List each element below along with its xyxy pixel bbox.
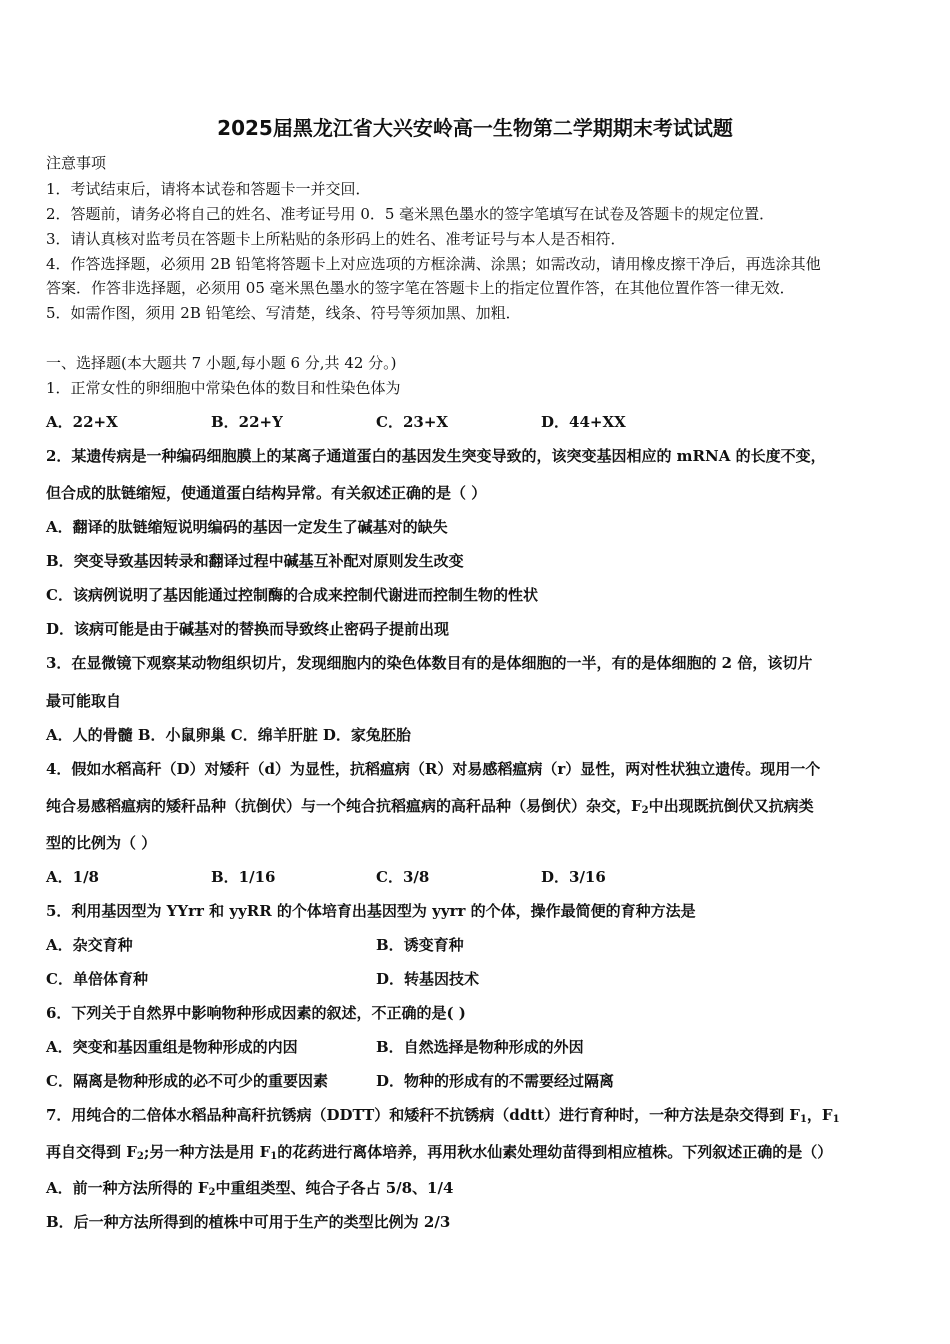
page-title: 2025届黑龙江省大兴安岭高一生物第二学期期末考试试题 — [217, 116, 733, 140]
q4-sub: 2 — [641, 805, 649, 816]
question-4-stem-line-3: 型的比例为（ ） — [46, 834, 157, 852]
q7-opt-a-text: A．前一种方法所得的 F — [46, 1179, 209, 1197]
question-2-option-a: A．翻译的肽链缩短说明编码的基因一定发生了碱基对的缺失 — [46, 518, 448, 536]
q7-text-c: 再自交得到 F — [46, 1143, 137, 1161]
question-6-option-c: C．隔离是物种形成的必不可少的重要因素 — [46, 1072, 328, 1090]
question-6-stem: 6．下列关于自然界中影响物种形成因素的叙述，不正确的是( ) — [46, 1004, 466, 1022]
question-1-option-d: D．44+XX — [541, 413, 626, 431]
question-5-option-d: D．转基因技术 — [376, 970, 480, 988]
question-3-stem-line-2: 最可能取自 — [46, 692, 122, 710]
q7-opt-a-sub: 2 — [208, 1187, 216, 1198]
question-5-option-b: B．诱变育种 — [376, 936, 464, 954]
q4-text-b: 中出现既抗倒伏又抗病类 — [648, 797, 814, 815]
question-6-option-b: B．自然选择是物种形成的外因 — [376, 1038, 584, 1056]
q7-opt-a-text-2: 中重组类型、纯合子各占 5/8、1/4 — [215, 1179, 454, 1197]
question-4-option-c: C．3/8 — [376, 868, 430, 886]
q7-text-d: ;另一种方法是用 F — [143, 1143, 271, 1161]
question-5-stem: 5．利用基因型为 YYrr 和 yyRR 的个体培育出基因型为 yyrr 的个体，操作最简便的育种方法是 — [46, 902, 696, 920]
q7-text-b: ，F — [806, 1106, 833, 1124]
q4-text-a: 纯合易感稻瘟病的矮秆品种（抗倒伏）与一个纯合抗稻瘟病的高秆品种（易倒伏）杂交，F — [46, 797, 642, 815]
q7-sub-b: 1 — [832, 1114, 840, 1125]
question-2-option-c: C．该病例说明了基因能通过控制酶的合成来控制代谢进而控制生物的性状 — [46, 586, 538, 604]
notice-item-1: 1．考试结束后，请将本试卷和答题卡一并交回． — [46, 180, 371, 198]
question-7-stem-line-1 — [46, 1104, 840, 1125]
question-1-option-a: A．22+X — [46, 413, 118, 431]
question-4-option-d: D．3/16 — [541, 868, 606, 886]
notice-item-5: 5．如需作图，须用 2B 铅笔绘、写清楚，线条、符号等须加黑、加粗． — [46, 304, 521, 322]
q7-text-e: 的花药进行离体培养，再用秋水仙素处理幼苗得到相应植株。下列叙述正确的是（） — [277, 1143, 833, 1161]
question-4-option-b: B．1/16 — [211, 868, 276, 886]
question-2-stem-line-2: 但合成的肽链缩短，使通道蛋白结构异常。有关叙述正确的是（ ） — [46, 484, 487, 502]
question-4-stem-line-1: 4．假如水稻高秆（D）对矮秆（d）为显性，抗稻瘟病（R）对易感稻瘟病（r）显性，两对性状独立遗传。现用一个 — [46, 760, 821, 778]
q7-text-a: 7．用纯合的二倍体水稻品种高秆抗锈病（DDTT）和矮秆不抗锈病（ddtt）进行育种时，一种方法是杂交得到 F — [46, 1106, 800, 1124]
question-5-option-c: C．单倍体育种 — [46, 970, 148, 988]
notice-item-2: 2．答题前，请务必将自己的姓名、准考证号用 0．5 毫米黑色墨水的签字笔填写在试卷及答题卡的规定位置． — [46, 205, 775, 223]
q7-sub-a: 1 — [799, 1114, 807, 1125]
question-4-option-a: A．1/8 — [46, 868, 99, 886]
question-7-option-a — [46, 1177, 453, 1198]
question-7-stem-line-2 — [46, 1141, 832, 1162]
question-4-stem-line-2 — [46, 795, 814, 816]
q7-sub-d: 1 — [270, 1151, 278, 1162]
notice-item-3: 3．请认真核对监考员在答题卡上所粘贴的条形码上的姓名、准考证号与本人是否相符． — [46, 230, 626, 248]
question-1-stem: 1．正常女性的卵细胞中常染色体的数目和性染色体为 — [46, 379, 401, 397]
question-1-option-b: B．22+Y — [211, 413, 283, 431]
question-3-options: A．人的骨髓 B．小鼠卵巢 C．绵羊肝脏 D．家兔胚胎 — [46, 726, 411, 744]
question-3-stem-line-1: 3．在显微镜下观察某动物组织切片，发现细胞内的染色体数目有的是体细胞的一半，有的是体细胞的 2 倍，该切片 — [46, 654, 813, 672]
question-7-option-b: B．后一种方法所得到的植株中可用于生产的类型比例为 2/3 — [46, 1213, 451, 1231]
question-1-option-c: C．23+X — [376, 413, 449, 431]
question-6-option-d: D．物种的形成有的不需要经过隔离 — [376, 1072, 615, 1090]
question-6-option-a: A．突变和基因重组是物种形成的内因 — [46, 1038, 298, 1056]
question-2-stem-line-1: 2．某遗传病是一种编码细胞膜上的某离子通道蛋白的基因发生突变导致的，该突变基因相应的 mRNA 的长度不变， — [46, 447, 826, 465]
notice-heading: 注意事项 — [46, 154, 107, 172]
q7-sub-c: 2 — [136, 1151, 144, 1162]
question-5-option-a: A．杂交育种 — [46, 936, 133, 954]
question-2-option-b: B．突变导致基因转录和翻译过程中碱基互补配对原则发生改变 — [46, 552, 464, 570]
notice-item-4-cont: 答案．作答非选择题，必须用 05 毫米黑色墨水的签字笔在答题卡上的指定位置作答，在其他位置作答一律无效． — [46, 279, 795, 297]
question-2-option-d: D．该病可能是由于碱基对的替换而导致终止密码子提前出现 — [46, 620, 450, 638]
notice-item-4: 4．作答选择题，必须用 2B 铅笔将答题卡上对应选项的方框涂满、涂黑；如需改动，请用橡皮擦干净后，再选涂其他 — [46, 255, 821, 273]
section-heading: 一、选择题(本大题共 7 小题,每小题 6 分,共 42 分。) — [46, 354, 397, 372]
